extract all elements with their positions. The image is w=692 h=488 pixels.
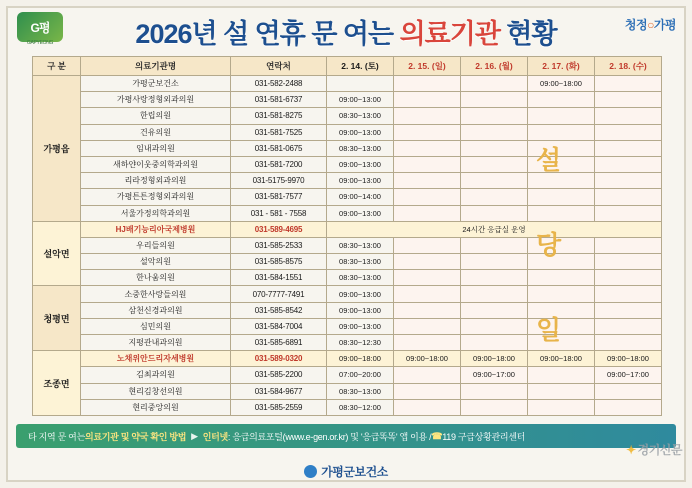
- institution-name: 가평사랑정형외과의원: [81, 92, 231, 108]
- table-row: [33, 124, 662, 140]
- hours-d15: [394, 399, 461, 415]
- hours-d16: [461, 335, 528, 351]
- hours-d17: [528, 399, 595, 415]
- hours-d17: [528, 92, 595, 108]
- hours-d16: [461, 399, 528, 415]
- institution-phone: 031-585-2559: [231, 399, 327, 415]
- institution-phone: 031-5175-9970: [231, 173, 327, 189]
- footer-info-bar: [16, 424, 676, 448]
- hours-d14: 08:30~13:00: [327, 270, 394, 286]
- institution-phone: 070-7777-7491: [231, 286, 327, 302]
- hours-d14: 08:30~13:00: [327, 237, 394, 253]
- hours-d18: [595, 92, 662, 108]
- hours-d14: 08:30~13:00: [327, 108, 394, 124]
- hours-d14: 09:00~13:00: [327, 124, 394, 140]
- table-row: [33, 221, 662, 237]
- institution-phone: 031 - 581 - 7558: [231, 205, 327, 221]
- col-date-0218: 2. 18. (수): [595, 57, 662, 76]
- table-row: [33, 367, 662, 383]
- hours-d15: [394, 124, 461, 140]
- hours-d15: [394, 318, 461, 334]
- col-date-0214: 2. 14. (토): [327, 57, 394, 76]
- table-row: [33, 205, 662, 221]
- brand-slogan: [625, 16, 676, 33]
- institution-phone: 031-584-1551: [231, 270, 327, 286]
- hours-d14: 09:00~13:00: [327, 92, 394, 108]
- institution-name: 건유의원: [81, 124, 231, 140]
- institution-phone: 031-581-7577: [231, 189, 327, 205]
- institution-phone: 031-584-9677: [231, 383, 327, 399]
- hours-d17: 09:00~18:00: [528, 351, 595, 367]
- footer-internet-text: : 응급의료포털(www.e-gen.or.kr) 및 '응급똑똑' 앱 이용 /: [227, 431, 432, 442]
- col-date-0217: 2. 17. (화): [528, 57, 595, 76]
- organization-name: 가평군보건소: [321, 465, 388, 479]
- col-tel: 연락처: [231, 57, 327, 76]
- group-label: 조종면: [33, 351, 81, 416]
- hours-d17: [528, 286, 595, 302]
- hours-d18: [595, 124, 662, 140]
- table-row: [33, 270, 662, 286]
- title-prefix: 2026년 설 연휴 문 여는: [135, 19, 400, 49]
- footer-phone-icon: ☎: [431, 430, 443, 441]
- institution-name: 지평관내과의원: [81, 335, 231, 351]
- hours-d14: 09:00~13:00: [327, 318, 394, 334]
- hours-d18: [595, 205, 662, 221]
- hours-d16: [461, 205, 528, 221]
- table-row: [33, 156, 662, 172]
- hours-d15: [394, 237, 461, 253]
- hours-d17: [528, 205, 595, 221]
- institution-phone: 031-581-7200: [231, 156, 327, 172]
- table-row: [33, 92, 662, 108]
- table-row: [33, 383, 662, 399]
- table-row: [33, 302, 662, 318]
- institution-phone: 031-581-0675: [231, 140, 327, 156]
- hours-d17: [528, 367, 595, 383]
- hours-d17: [528, 383, 595, 399]
- title-suffix: 현황: [499, 19, 557, 49]
- col-date-0215: 2. 15. (일): [394, 57, 461, 76]
- hours-d16: [461, 124, 528, 140]
- hours-d18: [595, 108, 662, 124]
- hours-d18: [595, 302, 662, 318]
- hours-d18: [595, 140, 662, 156]
- health-center-mark-icon: [304, 465, 317, 478]
- hours-d18: [595, 237, 662, 253]
- institution-name: 현리중앙의원: [81, 399, 231, 415]
- hours-d18: [595, 173, 662, 189]
- table-body: [33, 76, 662, 416]
- table-row: [33, 76, 662, 92]
- table-row: [33, 140, 662, 156]
- hours-d15: [394, 189, 461, 205]
- star-icon: ✦: [626, 443, 636, 457]
- press-name: 경기신문: [637, 443, 682, 457]
- col-date-0216: 2. 16. (월): [461, 57, 528, 76]
- hours-d16: [461, 189, 528, 205]
- institution-phone: 031-584-7004: [231, 318, 327, 334]
- table-row: [33, 108, 662, 124]
- hours-d16: [461, 92, 528, 108]
- hours-d15: [394, 76, 461, 92]
- hours-d18: [595, 270, 662, 286]
- institution-name: 설악의원: [81, 254, 231, 270]
- group-label: 설악면: [33, 221, 81, 286]
- table-row: [33, 189, 662, 205]
- hours-d15: [394, 108, 461, 124]
- institution-name: 우리들의원: [81, 237, 231, 253]
- brand-slogan-part2: 가평: [653, 18, 676, 32]
- hours-d16: [461, 302, 528, 318]
- institution-phone: 031-582-2488: [231, 76, 327, 92]
- hours-d16: [461, 318, 528, 334]
- institution-phone: 031-585-8542: [231, 302, 327, 318]
- hours-d14: 08:30~12:00: [327, 399, 394, 415]
- hours-d14: 08:30~12:30: [327, 335, 394, 351]
- hours-d18: [595, 335, 662, 351]
- hours-d17: [528, 189, 595, 205]
- logo-subtext: GAPYEONG: [26, 40, 54, 46]
- hours-d18: [595, 156, 662, 172]
- institution-name: 서울가정의학과의원: [81, 205, 231, 221]
- hours-d15: [394, 270, 461, 286]
- holiday-watermark-char: 설: [536, 145, 562, 175]
- press-watermark: [626, 441, 682, 458]
- hours-d14: 08:30~13:00: [327, 383, 394, 399]
- hours-d16: [461, 383, 528, 399]
- institution-name: 삼천신경과의원: [81, 302, 231, 318]
- hours-d16: [461, 270, 528, 286]
- hours-d15: [394, 254, 461, 270]
- institution-name: 김최과의원: [81, 367, 231, 383]
- footer-internet-label: 인터넷: [202, 431, 228, 442]
- hours-d16: [461, 156, 528, 172]
- hours-d15: [394, 335, 461, 351]
- hours-d16: 09:00~18:00: [461, 351, 528, 367]
- holiday-watermark-char: 일: [536, 315, 562, 345]
- footer-phone-text: 119 구급상황관리센터: [442, 431, 526, 442]
- hours-d18: [595, 318, 662, 334]
- hours-d14: 09:00~13:00: [327, 302, 394, 318]
- hours-d17: [528, 108, 595, 124]
- footer-separator: ▶: [191, 430, 198, 441]
- institution-name: 임내과의원: [81, 140, 231, 156]
- institution-name: 소중한사랑들의원: [81, 286, 231, 302]
- institution-phone: 031-581-6737: [231, 92, 327, 108]
- hours-d14: 09:00~18:00: [327, 351, 394, 367]
- hours-d18: 09:00~17:00: [595, 367, 662, 383]
- hours-d16: [461, 173, 528, 189]
- hours-d14: [327, 76, 394, 92]
- hours-d14: 09:00~13:00: [327, 156, 394, 172]
- table-row: [33, 173, 662, 189]
- hours-d15: [394, 302, 461, 318]
- hours-d18: 09:00~18:00: [595, 351, 662, 367]
- hours-d14: 08:30~13:00: [327, 140, 394, 156]
- hours-d16: [461, 254, 528, 270]
- hours-d16: 09:00~17:00: [461, 367, 528, 383]
- table-row: [33, 335, 662, 351]
- hours-d18: [595, 189, 662, 205]
- institution-phone: 031-589-0320: [231, 351, 327, 367]
- institution-phone: 031-581-7525: [231, 124, 327, 140]
- hours-d16: [461, 237, 528, 253]
- table-row: [33, 286, 662, 302]
- hours-d14: 07:00~20:00: [327, 367, 394, 383]
- institution-name: 심민의원: [81, 318, 231, 334]
- hours-d14: 09:00~14:00: [327, 189, 394, 205]
- hours-d16: [461, 140, 528, 156]
- hours-d14: 08:30~13:00: [327, 254, 394, 270]
- logo-badge: G평: [17, 12, 63, 42]
- hours-d18: [595, 383, 662, 399]
- holiday-watermark-char: 당: [536, 230, 562, 260]
- hours-d16: [461, 76, 528, 92]
- footer-text-1: 타 지역 문 여는: [28, 431, 85, 442]
- table-row: [33, 237, 662, 253]
- brand-slogan-mark: ○: [647, 18, 654, 32]
- title-highlight: 의료기관: [399, 19, 500, 49]
- table-row: [33, 254, 662, 270]
- hours-d17: 09:00~18:00: [528, 76, 595, 92]
- hours-d15: [394, 286, 461, 302]
- institution-name: 노채위안드리자세병원: [81, 351, 231, 367]
- institution-name: 한나움의원: [81, 270, 231, 286]
- hours-d15: [394, 92, 461, 108]
- hours-d18: [595, 399, 662, 415]
- institution-name: HJ배기능리아국제병원: [81, 221, 231, 237]
- table-row: [33, 318, 662, 334]
- brand-slogan-part1: 청정: [624, 18, 648, 32]
- institution-name: 한립의원: [81, 108, 231, 124]
- hours-d15: 09:00~18:00: [394, 351, 461, 367]
- hours-d16: [461, 108, 528, 124]
- hours-d18: [595, 76, 662, 92]
- hours-d14: 09:00~13:00: [327, 173, 394, 189]
- col-name: 의료기관명: [81, 57, 231, 76]
- institution-phone: 031-585-6891: [231, 335, 327, 351]
- institution-name: 현리김창선의원: [81, 383, 231, 399]
- hours-d17: [528, 270, 595, 286]
- medical-institution-table: [32, 56, 662, 416]
- table-header-row: [33, 57, 662, 76]
- col-gubun: 구 분: [33, 57, 81, 76]
- hours-d14: 09:00~13:00: [327, 205, 394, 221]
- institution-phone: 031-585-2200: [231, 367, 327, 383]
- page-title: [0, 12, 692, 51]
- institution-phone: 031-589-4695: [231, 221, 327, 237]
- hours-d15: [394, 383, 461, 399]
- hours-d17: [528, 124, 595, 140]
- table-row: [33, 399, 662, 415]
- table-row: [33, 351, 662, 367]
- hours-d16: [461, 286, 528, 302]
- institution-name: 가평군보건소: [81, 76, 231, 92]
- hours-d14: 09:00~13:00: [327, 286, 394, 302]
- footer-text-emph: 의료기관 및 약국 확인 방법: [84, 431, 187, 442]
- institution-name: 리라정형외과의원: [81, 173, 231, 189]
- hours-d15: [394, 173, 461, 189]
- group-label: 가평읍: [33, 76, 81, 222]
- institution-name: 새하얀이웃중의학과의원: [81, 156, 231, 172]
- institution-note: 24시간 응급실 운영: [327, 221, 662, 237]
- institution-phone: 031-581-8275: [231, 108, 327, 124]
- hours-d15: [394, 156, 461, 172]
- hours-d18: [595, 254, 662, 270]
- institution-phone: 031-585-2533: [231, 237, 327, 253]
- organization-logo: [0, 463, 692, 480]
- group-label: 청평면: [33, 286, 81, 351]
- hours-d15: [394, 140, 461, 156]
- institution-phone: 031-585-8575: [231, 254, 327, 270]
- institution-name: 가평튼튼정형외과의원: [81, 189, 231, 205]
- hours-d18: [595, 286, 662, 302]
- hours-d15: [394, 367, 461, 383]
- hours-d15: [394, 205, 461, 221]
